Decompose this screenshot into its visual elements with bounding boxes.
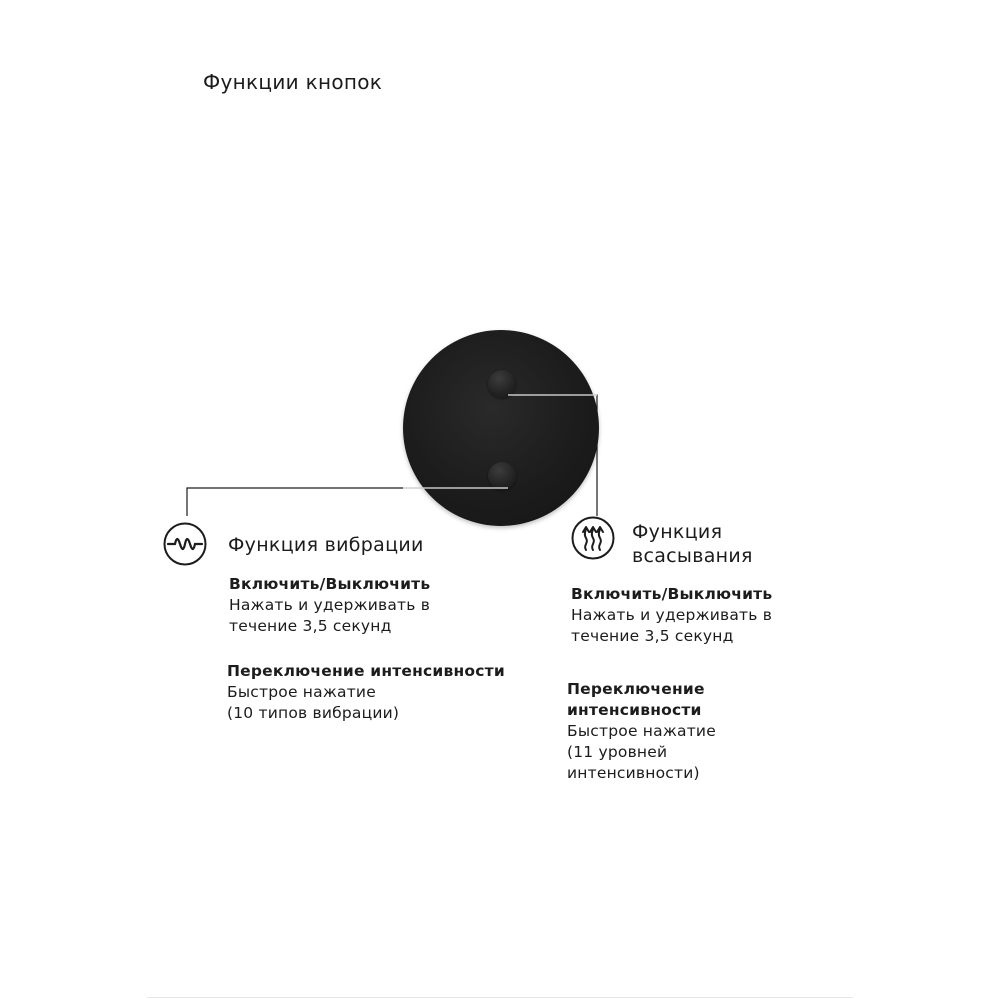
vibration-on-off-line1: Нажать и удерживать в [229, 596, 431, 614]
vibration-intensity-head: Переключение интенсивности [227, 662, 505, 680]
suction-intensity-line2: (11 уровней [567, 743, 668, 761]
device-body [403, 330, 599, 526]
bottom-divider [147, 997, 853, 998]
sine-wave-icon [163, 522, 207, 566]
suction-button[interactable] [488, 370, 516, 398]
suction-title [632, 520, 753, 568]
suction-title-line2: всасывания [632, 545, 753, 567]
suction-intensity-head-line1: Переключение [567, 680, 705, 698]
vibration-intensity-line1: Быстрое нажатие [227, 683, 376, 701]
suction-arrows-icon [571, 516, 615, 560]
suction-on-off-block [571, 584, 772, 647]
vibration-on-off-block [229, 574, 430, 637]
suction-on-off-head: Включить/Выключить [571, 585, 773, 603]
suction-intensity-block [567, 679, 716, 784]
suction-on-off-line2: течение 3,5 секунд [571, 627, 734, 645]
suction-intensity-line3: интенсивности) [567, 764, 700, 782]
vibration-intensity-block [227, 661, 505, 724]
vibration-title: Функция вибрации [228, 534, 424, 556]
suction-on-off-line1: Нажать и удерживать в [571, 606, 773, 624]
suction-intensity-head-line2: интенсивности [567, 701, 702, 719]
vibration-on-off-line2: течение 3,5 секунд [229, 617, 392, 635]
vibration-on-off-head: Включить/Выключить [229, 575, 431, 593]
suction-title-line1: Функция [632, 521, 723, 543]
vibration-intensity-line2: (10 типов вибрации) [227, 704, 400, 722]
vibration-button[interactable] [488, 462, 516, 490]
suction-intensity-line1: Быстрое нажатие [567, 722, 716, 740]
page-title: Функции кнопок [203, 70, 383, 94]
